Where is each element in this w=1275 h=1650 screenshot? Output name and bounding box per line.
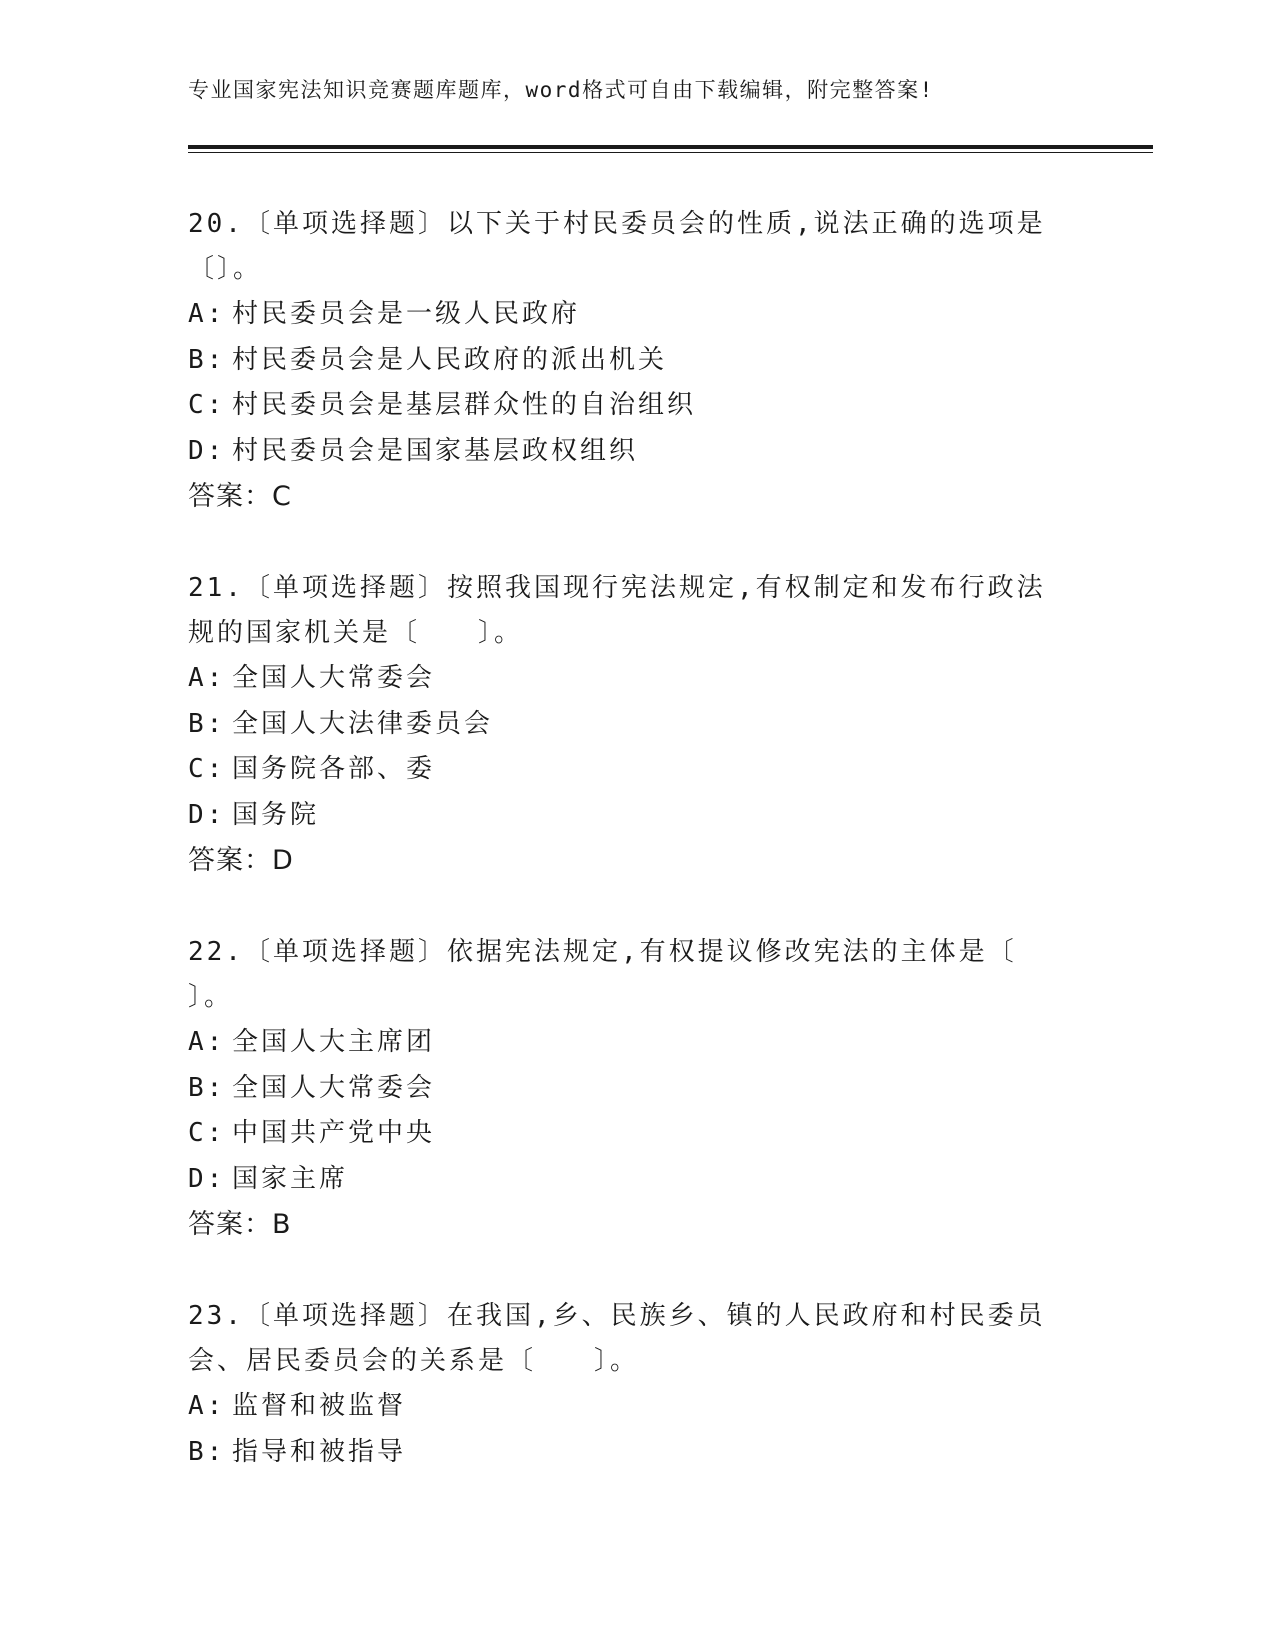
option-text: 国务院 <box>232 799 320 830</box>
option-a <box>188 1020 1058 1066</box>
question-stem: 22.〔单项选择题〕依据宪法规定,有权提议修改宪法的主体是〔 〕。 <box>188 937 1075 1012</box>
option-b <box>188 702 1058 748</box>
option-letter: B: <box>188 1436 226 1467</box>
option-text: 村民委员会是一级人民政府 <box>232 299 581 329</box>
option-text: 全国人大常委会 <box>232 1072 436 1103</box>
option-text: 全国人大法律委员会 <box>232 708 494 739</box>
option-letter: A: <box>188 1391 226 1421</box>
question-list <box>188 202 1075 1521</box>
option-letter: D: <box>188 435 226 466</box>
option-letter: B: <box>188 708 226 739</box>
option-letter: D: <box>188 1163 226 1194</box>
option-d <box>188 1157 1058 1203</box>
page-header: 专业国家宪法知识竞赛题库题库，word格式可自由下载编辑，附完整答案! <box>188 78 934 102</box>
answer-line: 答案：D <box>188 845 294 876</box>
option-b <box>188 1066 1058 1112</box>
question-stem: 20.〔单项选择题〕以下关于村民委员会的性质,说法正确的选项是〔〕。 <box>188 209 1046 284</box>
answer-line: 答案：C <box>188 481 292 512</box>
option-d <box>188 793 1058 839</box>
option-text: 全国人大常委会 <box>232 663 436 693</box>
option-text: 中国共产党中央 <box>232 1118 436 1148</box>
option-d <box>188 429 1058 475</box>
option-letter: D: <box>188 799 226 830</box>
option-text: 国务院各部、委 <box>232 754 436 784</box>
answer-line: 答案：B <box>188 1209 292 1240</box>
option-letter: C: <box>188 754 226 784</box>
option-a <box>188 292 1058 338</box>
option-b <box>188 1430 1058 1476</box>
question-stem: 21.〔单项选择题〕按照我国现行宪法规定,有权制定和发布行政法规的国家机关是〔 〕。 <box>188 573 1046 648</box>
option-text: 村民委员会是基层群众性的自治组织 <box>232 390 697 420</box>
option-text: 全国人大主席团 <box>232 1027 436 1057</box>
option-letter: B: <box>188 1072 226 1103</box>
question-21 <box>188 566 1058 884</box>
option-letter: A: <box>188 299 226 329</box>
option-a <box>188 1384 1058 1430</box>
option-letter: B: <box>188 344 226 375</box>
option-letter: A: <box>188 1027 226 1057</box>
option-text: 监督和被监督 <box>232 1391 407 1421</box>
option-c <box>188 1111 1058 1157</box>
option-letter: A: <box>188 663 226 693</box>
option-a <box>188 656 1058 702</box>
question-20 <box>188 202 1058 520</box>
question-stem: 23.〔单项选择题〕在我国,乡、民族乡、镇的人民政府和村民委员会、居民委员会的关系是〔 〕。 <box>188 1301 1046 1376</box>
option-text: 村民委员会是人民政府的派出机关 <box>232 344 668 375</box>
option-text: 国家主席 <box>232 1163 349 1194</box>
option-c <box>188 383 1058 429</box>
option-text: 村民委员会是国家基层政权组织 <box>232 435 639 466</box>
question-22 <box>188 930 1075 1248</box>
option-text: 指导和被指导 <box>232 1436 407 1467</box>
header-divider-thin <box>188 152 1153 153</box>
question-23 <box>188 1294 1058 1475</box>
option-b <box>188 338 1058 384</box>
option-letter: C: <box>188 390 226 420</box>
option-letter: C: <box>188 1118 226 1148</box>
option-c <box>188 747 1058 793</box>
header-divider-thick <box>188 145 1153 149</box>
